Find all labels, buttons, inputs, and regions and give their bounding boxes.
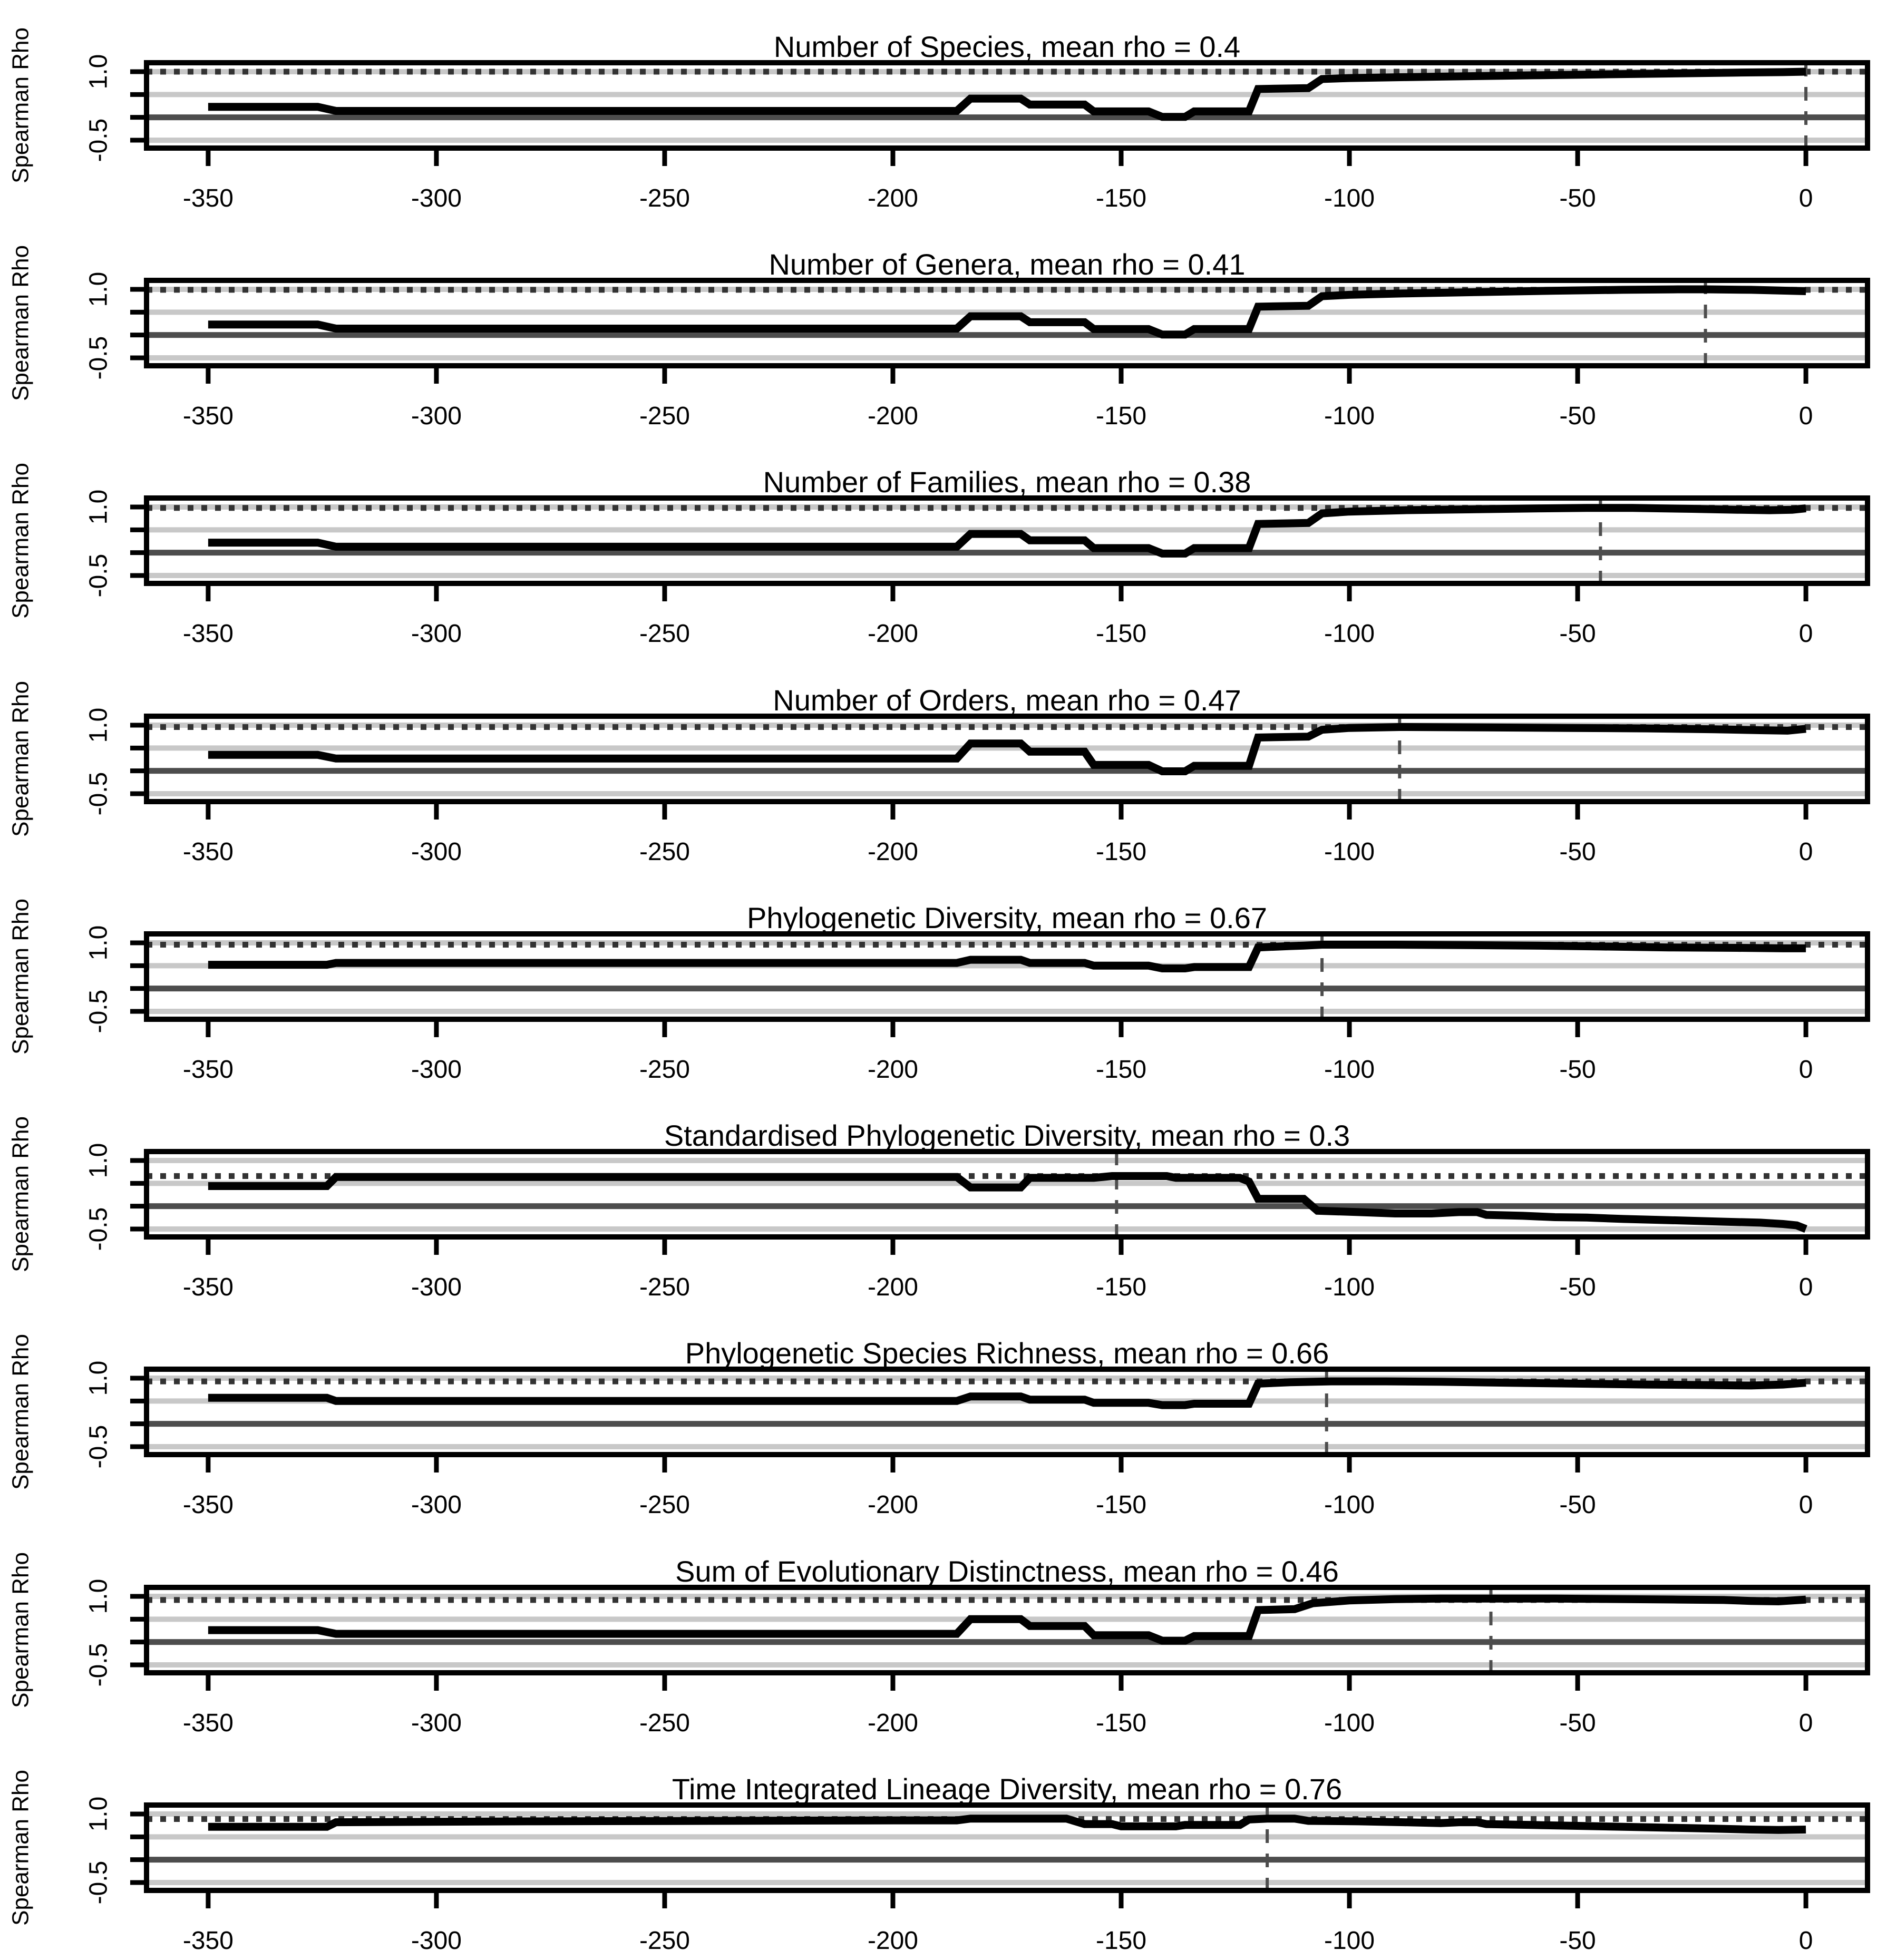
y-tick-label: 1.0 [84, 1578, 113, 1614]
chart-panel-7 [0, 1306, 1877, 1524]
chart-panel-4 [0, 654, 1877, 871]
panel-plot [0, 871, 1877, 1089]
x-tick-label: -200 [867, 1273, 919, 1302]
chart-panel-2 [0, 218, 1877, 435]
x-tick-label: -300 [411, 1491, 462, 1519]
x-tick-label: -50 [1559, 1491, 1596, 1519]
rho-series-line [208, 1818, 1806, 1830]
x-tick-label: -250 [639, 1709, 690, 1737]
x-tick-label: 0 [1798, 1926, 1813, 1955]
x-tick-label: -100 [1324, 620, 1375, 648]
x-tick-label: -300 [411, 402, 462, 431]
x-tick-label: -50 [1559, 1926, 1596, 1955]
y-tick-label: -0.5 [84, 1860, 113, 1905]
x-tick-label: -250 [639, 620, 690, 648]
y-tick-label: -0.5 [84, 772, 113, 816]
x-tick-label: -350 [182, 1491, 234, 1519]
x-tick-label: -250 [639, 1491, 690, 1519]
x-tick-label: -200 [867, 402, 919, 431]
y-axis-title: Spearman Rho [7, 463, 34, 619]
x-tick-label: -350 [182, 184, 234, 212]
panel-title: Number of Families, mean rho = 0.38 [763, 465, 1251, 499]
x-tick-label: -150 [1095, 620, 1147, 648]
x-tick-label: -100 [1324, 402, 1375, 431]
y-tick-label: -0.5 [84, 1643, 113, 1686]
x-tick-label: -100 [1324, 837, 1375, 866]
x-tick-label: -150 [1095, 1709, 1147, 1737]
y-tick-label: 1.0 [84, 925, 113, 961]
panel-plot [0, 1306, 1877, 1524]
x-tick-label: -50 [1559, 184, 1596, 212]
y-axis-title: Spearman Rho [7, 1334, 34, 1490]
x-tick-label: -50 [1559, 1273, 1596, 1302]
x-tick-label: -200 [867, 620, 919, 648]
y-tick-label: -0.5 [84, 1207, 113, 1251]
x-tick-label: -200 [867, 1491, 919, 1519]
x-tick-label: -100 [1324, 1273, 1375, 1302]
x-tick-label: -300 [411, 1709, 462, 1737]
x-tick-label: -100 [1324, 184, 1375, 212]
x-tick-label: -150 [1095, 837, 1147, 866]
x-tick-label: -50 [1559, 837, 1596, 866]
x-tick-label: -200 [867, 1055, 919, 1084]
panel-plot [0, 218, 1877, 435]
y-tick-label: 1.0 [84, 490, 113, 525]
x-tick-label: 0 [1798, 1273, 1813, 1302]
x-tick-label: -150 [1095, 1491, 1147, 1519]
x-tick-label: -50 [1559, 402, 1596, 431]
chart-panel-6 [0, 1089, 1877, 1306]
x-tick-label: -250 [639, 1273, 690, 1302]
x-tick-label: -200 [867, 837, 919, 866]
y-axis-title: Spearman Rho [7, 27, 34, 183]
x-tick-label: -150 [1095, 1055, 1147, 1084]
x-tick-label: 0 [1798, 620, 1813, 648]
y-tick-label: -0.5 [84, 118, 113, 162]
y-axis-title: Spearman Rho [7, 1552, 34, 1708]
x-tick-label: -350 [182, 1055, 234, 1084]
x-tick-label: -150 [1095, 1926, 1147, 1955]
y-axis-title: Spearman Rho [7, 245, 34, 402]
x-tick-label: -250 [639, 837, 690, 866]
x-tick-label: -300 [411, 837, 462, 866]
x-tick-label: -100 [1324, 1926, 1375, 1955]
y-tick-label: -0.5 [84, 554, 113, 598]
x-tick-label: -300 [411, 184, 462, 212]
panel-plot [0, 0, 1877, 218]
panel-plot [0, 654, 1877, 871]
x-tick-label: 0 [1798, 1055, 1813, 1084]
panel-plot [0, 1089, 1877, 1306]
x-tick-label: -350 [182, 1709, 234, 1737]
x-tick-label: -300 [411, 620, 462, 648]
panel-title: Phylogenetic Diversity, mean rho = 0.67 [747, 901, 1267, 934]
x-tick-label: -200 [867, 184, 919, 212]
x-tick-label: -350 [182, 1926, 234, 1955]
y-axis-title: Spearman Rho [7, 1116, 34, 1273]
y-axis-title: Spearman Rho [7, 680, 34, 837]
x-tick-label: -350 [182, 620, 234, 648]
chart-panel-9 [0, 1742, 1877, 1960]
x-tick-label: -200 [867, 1709, 919, 1737]
x-tick-label: -350 [182, 837, 234, 866]
y-tick-label: 1.0 [84, 1143, 113, 1178]
plot-box [147, 1152, 1868, 1237]
x-tick-label: -300 [411, 1055, 462, 1084]
panel-title: Phylogenetic Species Richness, mean rho = 0.66 [685, 1337, 1329, 1370]
y-axis-title: Spearman Rho [7, 898, 34, 1055]
x-tick-label: -100 [1324, 1055, 1375, 1084]
x-tick-label: -50 [1559, 1055, 1596, 1084]
x-tick-label: -150 [1095, 402, 1147, 431]
panel-title: Time Integrated Lineage Diversity, mean rho = 0.76 [672, 1772, 1343, 1806]
panel-plot [0, 1742, 1877, 1960]
chart-panel-8 [0, 1525, 1877, 1742]
y-tick-label: 1.0 [84, 271, 113, 307]
x-tick-label: -250 [639, 1926, 690, 1955]
x-tick-label: -300 [411, 1273, 462, 1302]
x-tick-label: -250 [639, 184, 690, 212]
x-tick-label: 0 [1798, 184, 1813, 212]
panel-title: Sum of Evolutionary Distinctness, mean rho = 0.46 [675, 1554, 1339, 1588]
chart-panel-5 [0, 871, 1877, 1089]
x-tick-label: -250 [639, 402, 690, 431]
y-tick-label: 1.0 [84, 707, 113, 743]
x-tick-label: 0 [1798, 402, 1813, 431]
x-tick-label: -350 [182, 1273, 234, 1302]
x-tick-label: -250 [639, 1055, 690, 1084]
y-tick-label: -0.5 [84, 336, 113, 380]
x-tick-label: -200 [867, 1926, 919, 1955]
y-tick-label: 1.0 [84, 1360, 113, 1396]
x-tick-label: -100 [1324, 1491, 1375, 1519]
x-tick-label: 0 [1798, 1709, 1813, 1737]
x-tick-label: -300 [411, 1926, 462, 1955]
chart-panel-1 [0, 0, 1877, 218]
x-tick-label: -150 [1095, 184, 1147, 212]
y-tick-label: -0.5 [84, 1425, 113, 1469]
panel-title: Number of Genera, mean rho = 0.41 [769, 248, 1246, 281]
x-tick-label: 0 [1798, 1491, 1813, 1519]
x-tick-label: -50 [1559, 620, 1596, 648]
panel-title: Number of Species, mean rho = 0.4 [773, 30, 1241, 63]
panel-title: Number of Orders, mean rho = 0.47 [773, 683, 1241, 717]
panel-plot [0, 1525, 1877, 1742]
y-tick-label: -0.5 [84, 989, 113, 1033]
x-tick-label: -100 [1324, 1709, 1375, 1737]
x-tick-label: 0 [1798, 837, 1813, 866]
y-tick-label: 1.0 [84, 54, 113, 90]
panel-plot [0, 435, 1877, 653]
chart-panel-3 [0, 435, 1877, 653]
x-tick-label: -350 [182, 402, 234, 431]
x-tick-label: -50 [1559, 1709, 1596, 1737]
y-tick-label: 1.0 [84, 1796, 113, 1832]
panel-title: Standardised Phylogenetic Diversity, mean rho = 0.3 [664, 1119, 1350, 1153]
x-tick-label: -150 [1095, 1273, 1147, 1302]
y-axis-title: Spearman Rho [7, 1769, 34, 1926]
